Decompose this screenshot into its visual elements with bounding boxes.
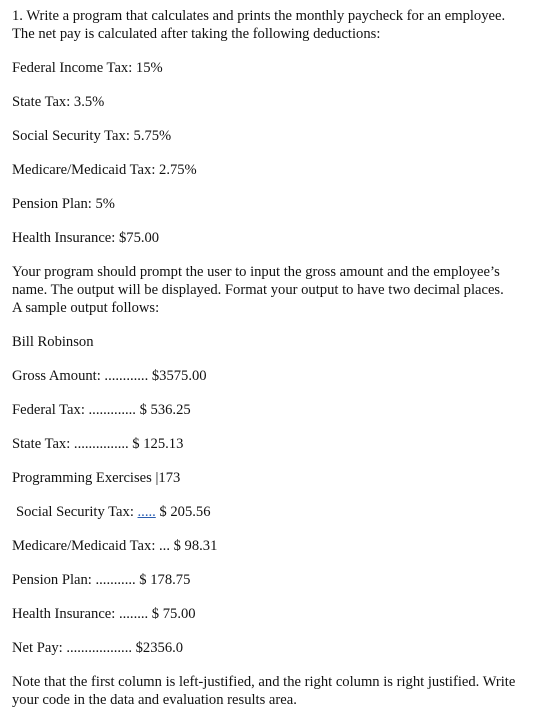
sample-federal-tax: Federal Tax: ............. $ 536.25 (12, 402, 191, 418)
intro-line-1: 1. Write a program that calculates and prints the monthly paycheck for an employee. (12, 8, 506, 24)
deduction-pension: Pension Plan: 5% (12, 196, 115, 212)
social-security-label: Social Security Tax: (16, 504, 138, 520)
deduction-federal: Federal Income Tax: 15% (12, 60, 163, 76)
sample-gross-amount: Gross Amount: ............ $3575.00 (12, 368, 207, 384)
sample-social-security-tax (12, 504, 550, 521)
sample-medicare-tax: Medicare/Medicaid Tax: ... $ 98.31 (12, 538, 218, 554)
intro-line-2: The net pay is calculated after taking the following deductions: (12, 26, 381, 42)
deduction-medicare: Medicare/Medicaid Tax: 2.75% (12, 162, 197, 178)
prompt-line-1: Your program should prompt the user to input the gross amount and the employee’s (12, 264, 500, 280)
note-line-1: Note that the first column is left-justified, and the right column is right justified. Write (12, 674, 516, 690)
deduction-state: State Tax: 3.5% (12, 94, 105, 110)
social-security-value: $ 205.56 (155, 504, 211, 520)
sample-pension-plan: Pension Plan: ........... $ 178.75 (12, 572, 191, 588)
sample-net-pay: Net Pay: .................. $2356.0 (12, 640, 184, 656)
sample-state-tax: State Tax: ............... $ 125.13 (12, 436, 184, 452)
social-security-link-dots[interactable]: ..... (137, 504, 156, 520)
deduction-health: Health Insurance: $75.00 (12, 230, 160, 246)
prompt-line-3: A sample output follows: (12, 300, 160, 316)
sample-employee-name: Bill Robinson (12, 334, 94, 350)
note-line-2: your code in the data and evaluation results area. (12, 692, 297, 708)
sample-health-insurance: Health Insurance: ........ $ 75.00 (12, 606, 196, 622)
page-header-text: Programming Exercises |173 (12, 470, 181, 486)
prompt-line-2: name. The output will be displayed. Format your output to have two decimal places. (12, 282, 504, 298)
deduction-social-security: Social Security Tax: 5.75% (12, 128, 172, 144)
